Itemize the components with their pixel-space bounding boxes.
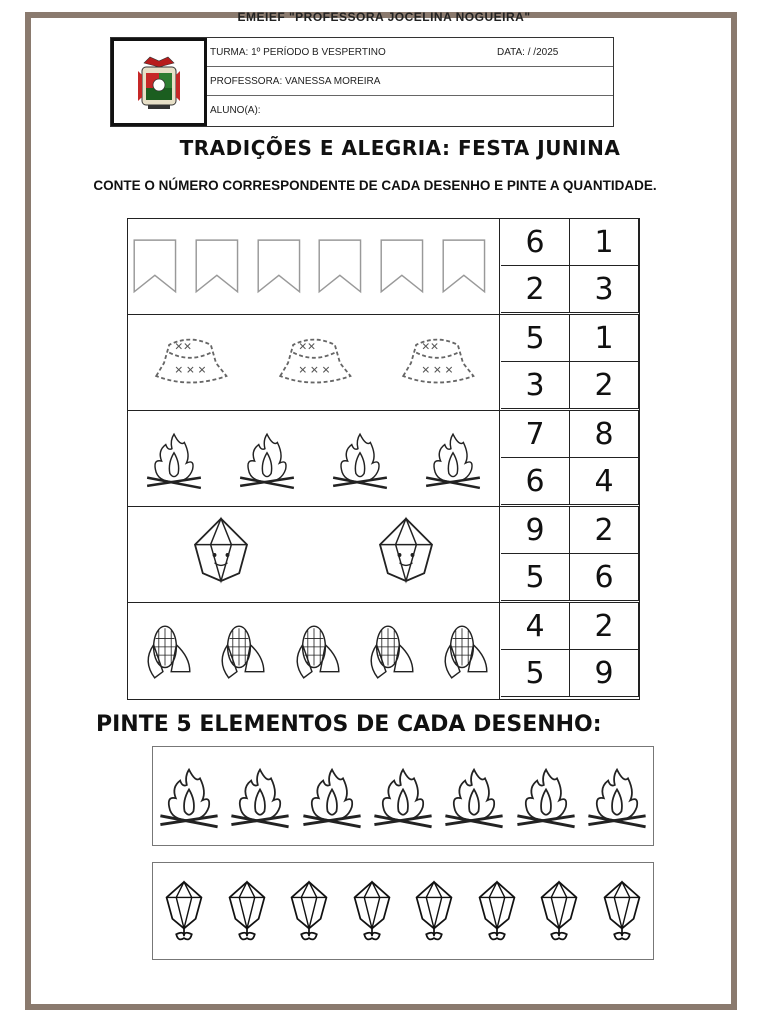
number-option[interactable]: 3 [570,266,639,313]
grid-row-fogueiras [128,411,639,507]
school-logo [111,38,207,126]
number-option[interactable]: 5 [501,315,570,362]
grid-row-baloes [128,507,639,603]
milho-icon[interactable] [208,620,270,682]
balao-icon[interactable] [591,880,653,942]
bandeirinha-icon[interactable] [437,236,499,298]
number-option[interactable]: 7 [501,411,570,458]
number-option[interactable]: 1 [570,219,639,266]
svg-text:✕✕: ✕✕ [174,341,192,353]
fogueira-icon[interactable] [156,763,222,829]
number-option[interactable]: 4 [501,603,570,650]
number-option[interactable]: 6 [570,554,639,601]
grid-row-bandeirinhas [128,219,639,315]
number-options [501,603,639,699]
fogueira-icon[interactable] [441,763,507,829]
number-option[interactable]: 2 [570,507,639,554]
number-option[interactable]: 6 [501,458,570,505]
number-options [501,219,639,314]
fogueira-icon[interactable] [422,428,484,490]
milho-icon[interactable] [134,620,196,682]
milho-icon[interactable] [357,620,419,682]
turma-text: TURMA: 1º PERÍODO B VESPERTINO [210,46,386,58]
pics-milhos [128,603,500,699]
milho-icon[interactable] [431,620,493,682]
milho-icon[interactable] [283,620,345,682]
balao-icon[interactable] [182,516,260,594]
number-option[interactable]: 6 [501,219,570,266]
number-options [501,507,639,602]
grid-row-chapeus [128,315,639,411]
balao-icon[interactable] [367,516,445,594]
svg-text:✕ ✕ ✕: ✕ ✕ ✕ [421,364,454,376]
aluno-field[interactable]: ALUNO(A): [210,105,261,116]
grid-row-milhos [128,603,639,699]
number-option[interactable]: 5 [501,650,570,697]
page-title: TRADIÇÕES E ALEGRIA: FESTA JUNINA [179,136,621,160]
turma-row [207,38,613,67]
school-name: EMEIEF "PROFESSORA JOCELINA NOGUEIRA" [237,10,531,24]
instruction-text: CONTE O NÚMERO CORRESPONDENTE DE CADA DESENHO E PINTE A QUANTIDADE. [93,178,657,193]
aluno-row[interactable] [207,96,613,125]
svg-text:✕ ✕ ✕: ✕ ✕ ✕ [297,364,330,376]
number-option[interactable]: 2 [570,603,639,650]
fogueira-icon[interactable] [584,763,650,829]
number-options [501,315,639,410]
number-option[interactable]: 2 [570,362,639,409]
bandeirinha-icon[interactable] [128,236,190,298]
balao-icon[interactable] [341,880,403,942]
svg-text:✕✕: ✕✕ [421,341,439,353]
balao-icon[interactable] [216,880,278,942]
balao-icon[interactable] [153,880,215,942]
chapeu-icon[interactable] [398,324,476,402]
data-field[interactable]: DATA: / /2025 [497,46,559,58]
counting-grid [127,218,640,700]
fogueira-icon[interactable] [236,428,298,490]
bandeirinha-icon[interactable] [252,236,314,298]
fogueira-icon[interactable] [329,428,391,490]
section-title: PINTE 5 ELEMENTOS DE CADA DESENHO: [96,712,602,737]
number-option[interactable]: 4 [570,458,639,505]
number-option[interactable]: 5 [501,554,570,601]
svg-text:✕✕: ✕✕ [297,341,316,353]
balao-icon[interactable] [466,880,528,942]
pics-bandeirinhas [128,219,500,314]
header-table [110,37,614,127]
fogueira-icon[interactable] [513,763,579,829]
number-option[interactable]: 8 [570,411,639,458]
fogueira-icon[interactable] [370,763,436,829]
strip-fogueiras [152,746,654,846]
bandeirinha-icon[interactable] [313,236,375,298]
balao-icon[interactable] [403,880,465,942]
bandeirinha-icon[interactable] [375,236,437,298]
professora-row [207,67,613,96]
number-option[interactable]: 1 [570,315,639,362]
chapeu-icon[interactable] [275,324,353,402]
chapeu-icon[interactable] [151,324,229,402]
number-option[interactable]: 9 [501,507,570,554]
balao-icon[interactable] [528,880,590,942]
bandeirinha-icon[interactable] [190,236,252,298]
crest-icon [136,53,182,111]
strip-baloes [152,862,654,960]
balao-icon[interactable] [278,880,340,942]
number-option[interactable]: 9 [570,650,639,697]
number-option[interactable]: 2 [501,266,570,313]
number-options [501,411,639,506]
svg-text:✕ ✕ ✕: ✕ ✕ ✕ [174,364,207,376]
fogueira-icon[interactable] [227,763,293,829]
pics-baloes [128,507,500,602]
pics-chapeus [128,315,500,410]
professora-text: PROFESSORA: VANESSA MOREIRA [210,75,381,87]
fogueira-icon[interactable] [143,428,205,490]
pics-fogueiras [128,411,500,506]
number-option[interactable]: 3 [501,362,570,409]
fogueira-icon[interactable] [299,763,365,829]
